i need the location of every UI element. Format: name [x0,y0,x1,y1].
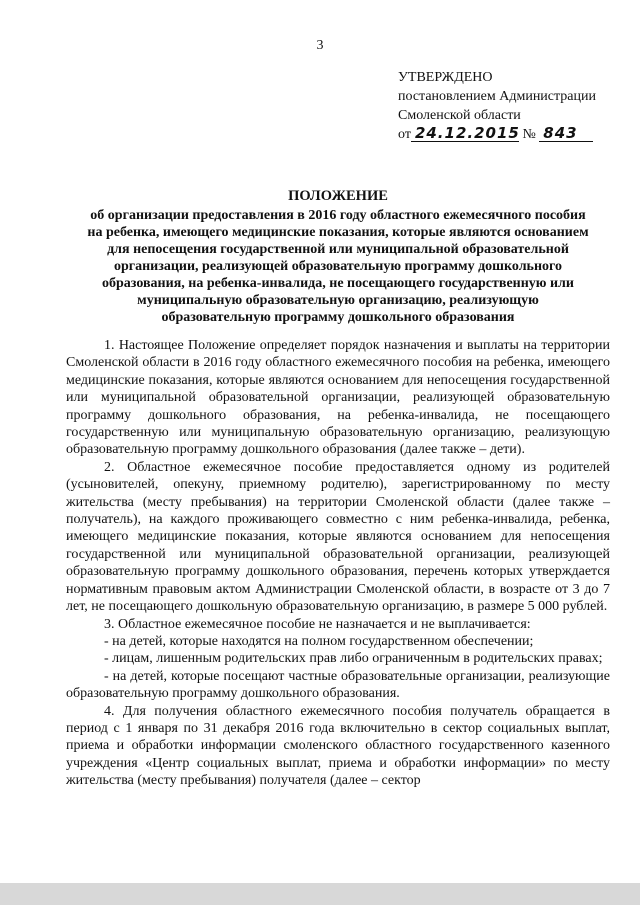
title-line: образовательную программу дошкольного образования [161,310,515,325]
handwritten-date: 24.12.2015 [411,125,519,142]
list-item: - на детей, которые находятся на полном государственном обеспечении; [104,633,534,649]
paragraph-2: 2. Областное ежемесячное пособие предоставляется одному из родителей (усыновителей, опекуну, приемному родителю), зарегистрированному по месту жительства (месту пребывания) на территории Смоленской области (далее также – получатель), на каждого проживающего совместно с ним ребенка-инвалида, ребенка, имеющего медицинские показания, которые являются основанием для непосещения государственной или муниципальной образовательной организации, реализующей образовательную программу дошкольного образования, перечень которых утверждается нормативным правовым актом Администрации Смоленской области, в возрасте от 3 до 7 лет, не посещающего дошкольную образовательную организацию, в размере 5 000 рублей. [66,459,610,615]
title-line: об организации предоставления в 2016 году областного ежемесячного пособия [90,208,586,223]
list-item: - лицам, лишенным родительских прав либо ограниченным в родительских правах; [104,651,603,667]
title-line: образования, на ребенка-инвалида, не посещающего государственную или [102,276,574,291]
approval-line-2: Смоленской области [398,108,521,123]
scan-bottom-edge [0,883,640,905]
paragraph-4: 4. Для получения областного ежемесячного пособия получатель обращается в период с 1 января по 31 декабря 2016 года включительно в сектор социальных выплат, приема и обработки информации смоленского областного государственного казенного учреждения «Центр социальных выплат, приема и обработки информации» по месту жительства (месту пребывания) получателя (далее – сектор [66,703,610,789]
page-number: 3 [316,38,324,53]
handwritten-number: 843 [539,125,593,142]
paragraph-1: 1. Настоящее Положение определяет порядок назначения и выплаты на территории Смоленской области в 2016 году областного ежемесячного пособия на ребенка, имеющего медицинские показания, которые являются основанием для непосещения государственной или муниципальной образовательной организации, реализующей образовательную программу дошкольного образования, на ребенка-инвалида, не посещающего государственную или муниципальную образовательную организацию, реализующую образовательную программу дошкольного образования (далее также – дети). [66,338,610,458]
date-prefix: от [398,127,411,142]
title-line: организации, реализующей образовательную программу дошкольного [113,259,563,274]
paragraph-3: 3. Областное ежемесячное пособие не назначается и не выплачивается: [104,616,531,632]
approval-stamp [398,68,628,147]
title-line: муниципальную образовательную организацию, реализующую [137,293,539,308]
list-item: - на детей, которые посещают частные образовательные организации, реализующие образовательную программу дошкольного образования. [66,668,610,702]
document-body [66,337,610,790]
number-prefix: № [522,127,536,142]
approval-label: УТВЕРЖДЕНО [398,70,493,85]
document-title [60,188,616,326]
approval-line-1: постановлением Администрации [398,89,596,104]
title-line: на ребенка, имеющего медицинские показания, которые являются основанием [87,225,589,240]
title-heading: ПОЛОЖЕНИЕ [288,188,388,204]
title-line: для непосещения государственной или муниципальной образовательной [107,242,569,257]
approval-date-row [398,125,628,147]
